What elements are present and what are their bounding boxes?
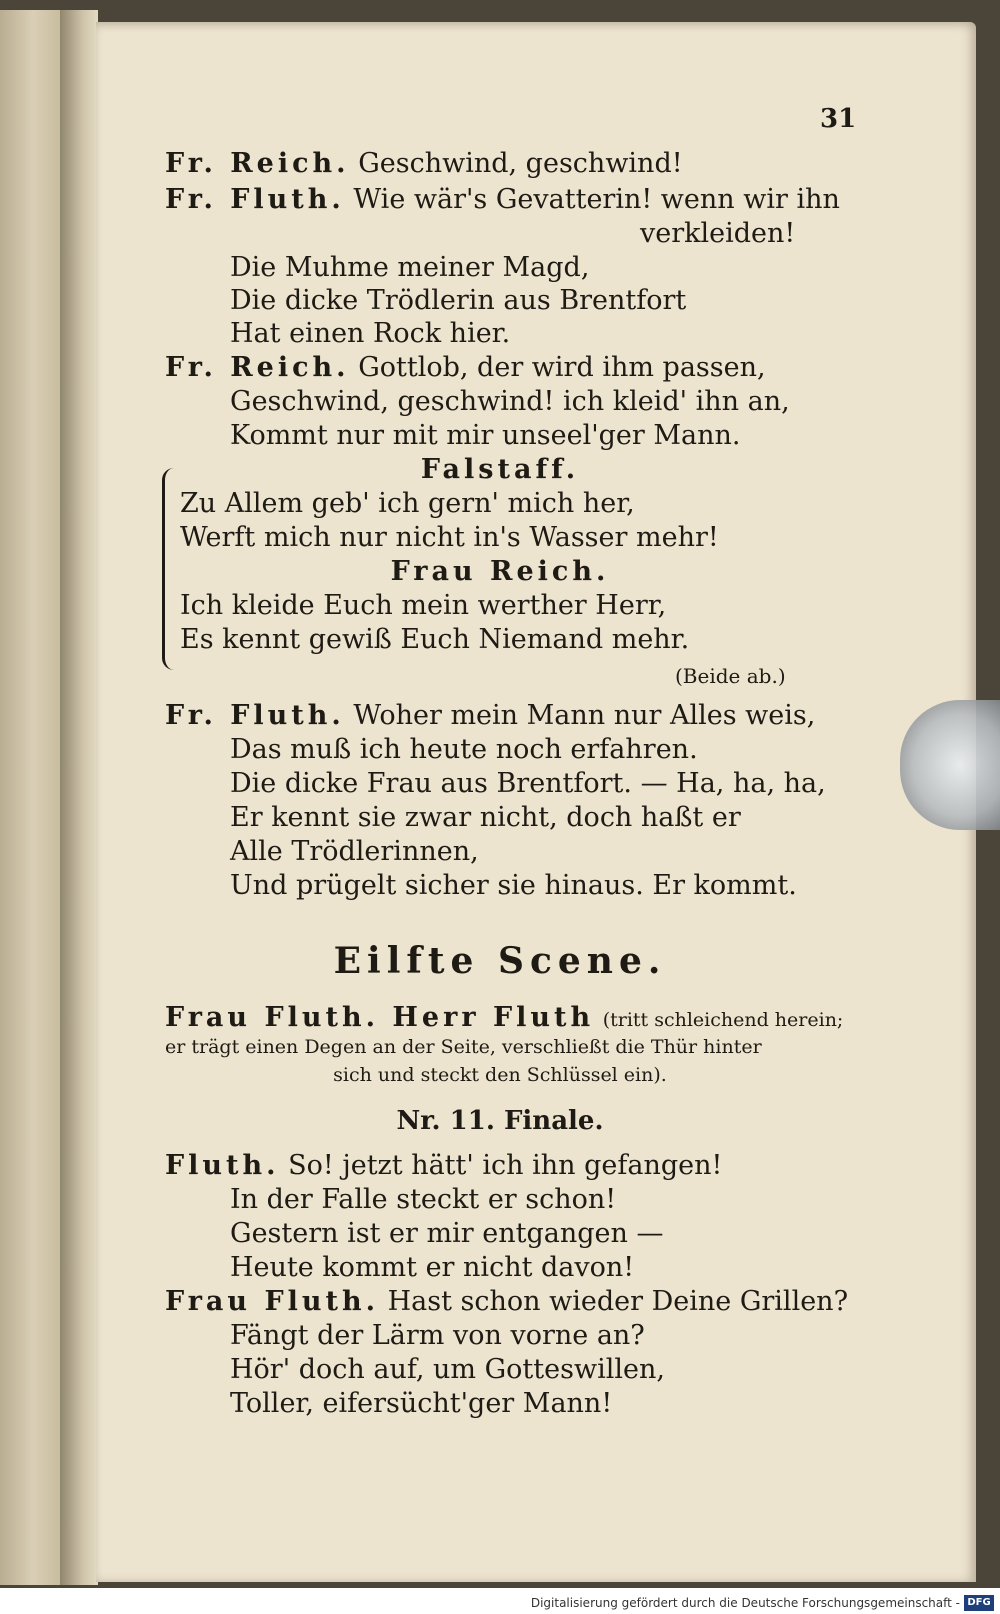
verse-line: Das muß ich heute noch erfahren. [230, 734, 698, 765]
dialogue-line [165, 700, 815, 731]
verse-line: Hör' doch auf, um Gotteswillen, [230, 1354, 665, 1385]
line-text: Wie wär's Gevatterin! wenn wir ihn [353, 184, 840, 215]
dialogue-line [165, 1150, 722, 1181]
verse-line: Die dicke Trödlerin aus Brentfort [230, 285, 687, 316]
verse-line: Und prügelt sicher sie hinaus. Er kommt. [230, 870, 797, 901]
line-text: Hast schon wieder Deine Grillen? [387, 1286, 849, 1317]
line-continuation: verkleiden! [640, 218, 796, 249]
dialogue-line [165, 148, 683, 179]
stage-direction: sich und steckt den Schlüssel ein). [333, 1064, 667, 1086]
verse-line: Gestern ist er mir entgangen — [230, 1218, 664, 1249]
dialogue-line [165, 1286, 848, 1317]
speaker-name: Fr. Reich. [165, 148, 350, 179]
page-number: 31 [820, 104, 857, 134]
dialogue-line [165, 352, 766, 383]
speaker-name: Fr. Fluth. [165, 700, 345, 731]
verse-line: Die dicke Frau aus Brentfort. — Ha, ha, ha, [230, 768, 826, 799]
verse-line: Hat einen Rock hier. [230, 318, 511, 349]
verse-line: Zu Allem geb' ich gern' mich her, [180, 488, 635, 519]
stage-direction: er trägt einen Degen an der Seite, verschließt die Thür hinter [165, 1036, 762, 1058]
verse-line: Die Muhme meiner Magd, [230, 252, 590, 283]
stage-direction: (tritt schleichend herein; [602, 1009, 844, 1031]
footer-bar [0, 1588, 1000, 1614]
speaker-name: Fr. Reich. [165, 352, 350, 383]
verse-line: Er kennt sie zwar nicht, doch haßt er [230, 802, 741, 833]
dialogue-line [165, 184, 840, 215]
duet-brace [162, 468, 179, 670]
footer-credit: Digitalisierung gefördert durch die Deutsche Forschungsgemeinschaft - [530, 1596, 960, 1610]
speaker-name: Frau Fluth. [165, 1286, 380, 1317]
verse-line: Ich kleide Euch mein werther Herr, [180, 590, 667, 621]
verse-line: Werft mich nur nicht in's Wasser mehr! [180, 522, 719, 553]
speaker-heading: Falstaff. [420, 454, 580, 485]
dfg-logo: DFG [964, 1595, 994, 1611]
verse-line: Toller, eifersücht'ger Mann! [230, 1388, 613, 1419]
scene-title: Eilfte Scene. [333, 940, 667, 982]
line-text: Woher mein Mann nur Alles weis, [353, 700, 816, 731]
verse-line: Alle Trödlerinnen, [230, 836, 479, 867]
verse-line: Geschwind, geschwind! ich kleid' ihn an, [230, 386, 790, 417]
verse-line: In der Falle steckt er schon! [230, 1184, 617, 1215]
speaker-name: Fluth. [165, 1150, 280, 1181]
line-text: Geschwind, geschwind! [358, 148, 683, 179]
speaker-heading: Frau Reich. [390, 556, 610, 587]
verse-line: Fängt der Lärm von vorne an? [230, 1320, 645, 1351]
finale-title: Nr. 11. Finale. [396, 1106, 604, 1136]
scene-characters-line [165, 1002, 843, 1033]
scene-characters: Frau Fluth. Herr Fluth [165, 1002, 595, 1033]
verse-line: Kommt nur mit mir unseel'ger Mann. [230, 420, 741, 451]
speaker-name: Fr. Fluth. [165, 184, 345, 215]
stage-direction: (Beide ab.) [675, 664, 786, 688]
line-text: So! jetzt hätt' ich ihn gefangen! [288, 1150, 723, 1181]
line-text: Gottlob, der wird ihm passen, [358, 352, 766, 383]
verse-line: Heute kommt er nicht davon! [230, 1252, 635, 1283]
verse-line: Es kennt gewiß Euch Niemand mehr. [180, 624, 690, 655]
